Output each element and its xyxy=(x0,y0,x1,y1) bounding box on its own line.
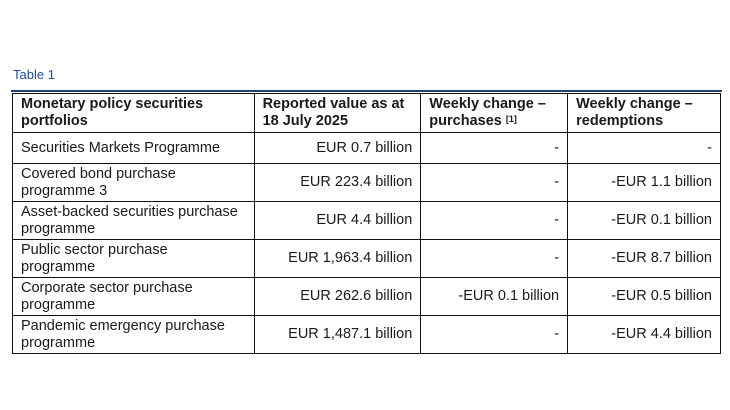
portfolio-name: Corporate sector purchase programme xyxy=(13,278,255,316)
redemptions-change: -EUR 8.7 billion xyxy=(568,240,721,278)
table-caption: Table 1 xyxy=(13,67,55,82)
table-row xyxy=(13,240,721,278)
footnote-ref: [1] xyxy=(505,114,517,124)
header-purchases xyxy=(421,94,568,133)
portfolios-table xyxy=(12,93,721,354)
reported-value: EUR 262.6 billion xyxy=(254,278,421,316)
header-purchases-label: Weekly change – purchases xyxy=(429,96,546,129)
header-redemptions: Weekly change – redemptions xyxy=(568,94,721,133)
redemptions-change: - xyxy=(568,133,721,164)
reported-value: EUR 1,487.1 billion xyxy=(254,316,421,354)
portfolio-name: Covered bond purchase programme 3 xyxy=(13,164,255,202)
reported-value: EUR 4.4 billion xyxy=(254,202,421,240)
purchases-change: - xyxy=(421,164,568,202)
table-row xyxy=(13,202,721,240)
redemptions-change: -EUR 1.1 billion xyxy=(568,164,721,202)
redemptions-change: -EUR 4.4 billion xyxy=(568,316,721,354)
table-row xyxy=(13,133,721,164)
redemptions-change: -EUR 0.5 billion xyxy=(568,278,721,316)
portfolio-name: Asset-backed securities purchase programme xyxy=(13,202,255,240)
header-value: Reported value as at 18 July 2025 xyxy=(254,94,421,133)
portfolio-name: Securities Markets Programme xyxy=(13,133,255,164)
reported-value: EUR 223.4 billion xyxy=(254,164,421,202)
portfolio-name: Public sector purchase programme xyxy=(13,240,255,278)
table-row xyxy=(13,278,721,316)
caption-rule xyxy=(11,90,722,92)
header-row xyxy=(13,94,721,133)
purchases-change: -EUR 0.1 billion xyxy=(421,278,568,316)
header-portfolio: Monetary policy securities portfolios xyxy=(13,94,255,133)
purchases-change: - xyxy=(421,240,568,278)
purchases-change: - xyxy=(421,202,568,240)
purchases-change: - xyxy=(421,316,568,354)
purchases-change: - xyxy=(421,133,568,164)
table-row xyxy=(13,316,721,354)
reported-value: EUR 0.7 billion xyxy=(254,133,421,164)
portfolio-name: Pandemic emergency purchase programme xyxy=(13,316,255,354)
reported-value: EUR 1,963.4 billion xyxy=(254,240,421,278)
redemptions-change: -EUR 0.1 billion xyxy=(568,202,721,240)
table-row xyxy=(13,164,721,202)
